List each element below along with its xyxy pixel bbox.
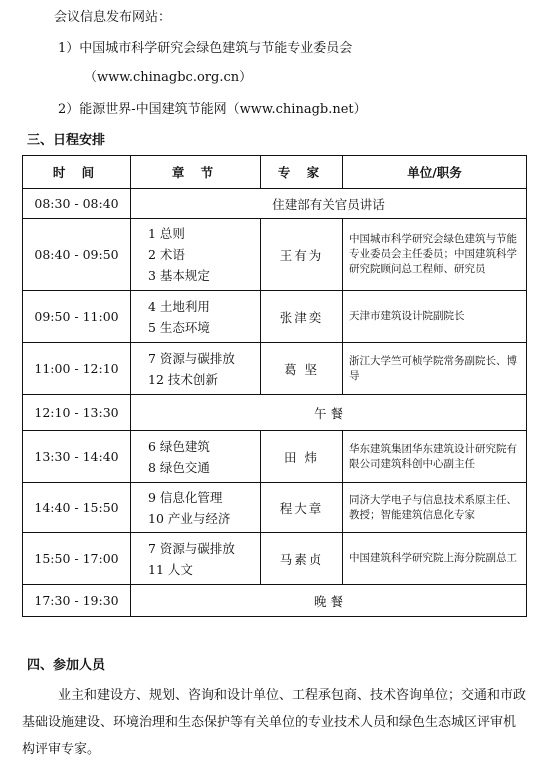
chapter-item: 1 总则: [148, 226, 185, 241]
participants-heading: 四、参加人员: [27, 658, 106, 673]
time-cell: 12:10 - 13:30: [23, 395, 131, 431]
expert-cell: 张津奕: [261, 291, 343, 343]
chapter-item: 12 技术创新: [148, 371, 218, 387]
time-cell: 13:30 - 14:40: [23, 431, 131, 483]
unit-cell: 华东建筑集团华东建筑设计研究院有限公司建筑科创中心副主任: [343, 431, 527, 483]
chapter-cell: [131, 219, 261, 291]
unit-cell: 中国城市科学研究会绿色建筑与节能专业委员会主任委员；中国建筑科学研究院顾问总工程师、研究员: [343, 219, 527, 291]
chapter-item: 5 生态环境: [148, 319, 210, 335]
schedule-table: [22, 155, 527, 617]
chapter-cell: [131, 343, 261, 395]
chapter-item: 2 术语: [148, 247, 185, 262]
time-cell: 08:40 - 09:50: [23, 219, 131, 291]
event-cell: 住建部有关官员讲话: [131, 189, 527, 219]
event-cell: 午 餐: [131, 395, 527, 431]
chapter-item: 9 信息化管理: [148, 489, 223, 505]
time-cell: 14:40 - 15:50: [23, 483, 131, 533]
table-row: [23, 395, 527, 431]
chapter-item: 8 绿色交通: [148, 459, 210, 475]
chapter-item: 7 资源与碳排放: [148, 350, 235, 366]
table-row: [23, 483, 527, 533]
participants-text: 业主和建设方、规划、咨询和设计单位、工程承包商、技术咨询单位；交通和市政基础设施建设、环境治理和生态保护等有关单位的专业技术人员和绿色生态城区评审机构评审专家。: [22, 688, 527, 757]
chapter-item: 3 基本规定: [148, 268, 210, 283]
chapter-item: 11 人文: [148, 561, 193, 577]
expert-cell: 葛 坚: [261, 343, 343, 395]
header-time: 时 间: [23, 156, 131, 189]
time-cell: 11:00 - 12:10: [23, 343, 131, 395]
time-cell: 17:30 - 19:30: [23, 585, 131, 617]
schedule-heading: 三、日程安排: [27, 133, 106, 148]
table-row: [23, 533, 527, 585]
table-row: [23, 189, 527, 219]
table-row: [23, 431, 527, 483]
chapter-cell: [131, 431, 261, 483]
chapter-item: 4 土地利用: [148, 298, 210, 314]
chapter-cell: [131, 291, 261, 343]
unit-cell: 中国建筑科学研究院上海分院副总工: [343, 533, 527, 585]
table-row: [23, 343, 527, 395]
chapter-item: 10 产业与经济: [148, 510, 231, 526]
chapter-item: 7 资源与碳排放: [148, 540, 235, 556]
table-row: [23, 291, 527, 343]
chapter-item: 6 绿色建筑: [148, 438, 210, 454]
header-chapter: 章 节: [131, 156, 261, 189]
table-row: [23, 219, 527, 291]
unit-cell: 浙江大学竺可桢学院常务副院长、博导: [343, 343, 527, 395]
website-item-1-url: （www.chinagbc.org.cn）: [84, 70, 253, 85]
unit-cell: 天津市建筑设计院副院长: [343, 291, 527, 343]
website-item-2: 2）能源世界-中国建筑节能网（www.chinagb.net）: [58, 102, 367, 117]
website-item-1: 1）中国城市科学研究会绿色建筑与节能专业委员会: [58, 41, 353, 56]
expert-cell: 王有为: [261, 219, 343, 291]
expert-cell: 马素贞: [261, 533, 343, 585]
chapter-cell: [131, 533, 261, 585]
table-row: [23, 585, 527, 617]
expert-cell: 田 炜: [261, 431, 343, 483]
time-cell: 08:30 - 08:40: [23, 189, 131, 219]
event-cell: 晚 餐: [131, 585, 527, 617]
header-unit: 单位/职务: [343, 156, 527, 189]
expert-cell: 程大章: [261, 483, 343, 533]
unit-cell: 同济大学电子与信息技术系原主任、教授；智能建筑信息化专家: [343, 483, 527, 533]
time-cell: 15:50 - 17:00: [23, 533, 131, 585]
time-cell: 09:50 - 11:00: [23, 291, 131, 343]
header-expert: 专 家: [261, 156, 343, 189]
chapter-cell: [131, 483, 261, 533]
website-label: 会议信息发布网站：: [54, 10, 172, 25]
table-header-row: [23, 156, 527, 189]
